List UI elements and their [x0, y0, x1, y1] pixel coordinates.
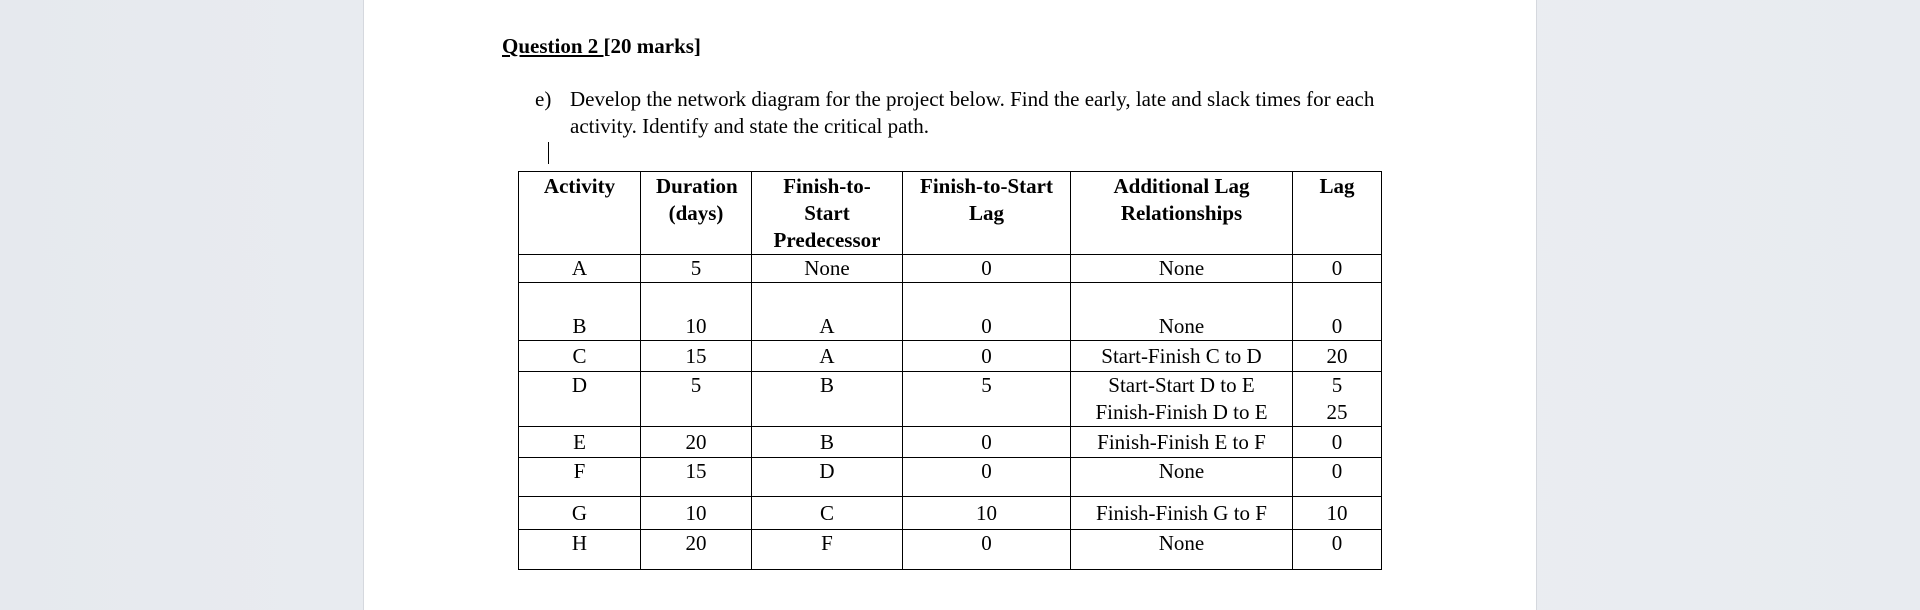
cell-duration: 20 [641, 530, 752, 570]
cell-predecessor: A [752, 341, 903, 372]
cell-predecessor: D [752, 458, 903, 497]
cell-lag: 0 [1293, 255, 1382, 283]
cell-fs-lag: 0 [903, 255, 1071, 283]
question-item-text: Develop the network diagram for the project below. Find the early, late and slack times for each activity. Identify and state the critical path. [570, 87, 1375, 138]
cell-activity: B [519, 283, 641, 341]
cell-duration: 10 [641, 497, 752, 530]
cell-lag: 0 [1293, 458, 1382, 497]
cell-lag-line: 25 [1326, 400, 1348, 424]
cell-additional: None [1071, 255, 1293, 283]
cell-activity: C [519, 341, 641, 372]
question-item-label: e) [535, 87, 552, 111]
document-page[interactable] [363, 0, 1537, 610]
cell-predecessor: F [752, 530, 903, 570]
cell-fs-lag: 0 [903, 530, 1071, 570]
table-row [519, 341, 1382, 372]
cell-lag: 0 [1293, 427, 1382, 458]
cell-fs-lag: 10 [903, 497, 1071, 530]
header-activity: Activity [519, 172, 641, 255]
cell-activity: H [519, 530, 641, 570]
activity-table [518, 171, 1382, 570]
cell-additional-line: Finish-Finish D to E [1095, 400, 1268, 424]
table-row [519, 255, 1382, 283]
question-heading [502, 34, 701, 59]
cell-duration: 5 [641, 372, 752, 427]
table-row [519, 497, 1382, 530]
question-number: Question 2 [502, 34, 604, 58]
cell-fs-lag: 5 [903, 372, 1071, 427]
cell-additional: None [1071, 530, 1293, 570]
cell-additional: Finish-Finish G to F [1071, 497, 1293, 530]
cell-fs-lag: 0 [903, 458, 1071, 497]
cell-activity: A [519, 255, 641, 283]
table-row [519, 458, 1382, 497]
cell-predecessor: C [752, 497, 903, 530]
cell-lag: 0 [1293, 283, 1382, 341]
cell-fs-lag: 0 [903, 283, 1071, 341]
cell-duration: 20 [641, 427, 752, 458]
cell-additional: None [1071, 283, 1293, 341]
header-additional-lag [1071, 172, 1293, 255]
text-cursor [548, 142, 549, 164]
table-row [519, 427, 1382, 458]
cell-additional: Finish-Finish E to F [1071, 427, 1293, 458]
cell-predecessor: B [752, 372, 903, 427]
cell-duration: 10 [641, 283, 752, 341]
header-duration [641, 172, 752, 255]
cell-duration: 15 [641, 341, 752, 372]
cell-additional-line: Start-Start D to E [1108, 373, 1255, 397]
header-additional-lag-text: Additional Lag Relationships [1113, 174, 1250, 225]
cell-lag [1293, 372, 1382, 427]
table-row [519, 372, 1382, 427]
cell-activity: G [519, 497, 641, 530]
cell-fs-lag: 0 [903, 341, 1071, 372]
cell-additional: None [1071, 458, 1293, 497]
table-header-row [519, 172, 1382, 255]
cell-additional [1071, 372, 1293, 427]
cell-activity: F [519, 458, 641, 497]
header-fs-predecessor [752, 172, 903, 255]
cell-lag: 20 [1293, 341, 1382, 372]
cell-predecessor: None [752, 255, 903, 283]
cell-duration: 5 [641, 255, 752, 283]
cell-lag: 10 [1293, 497, 1382, 530]
table-row [519, 283, 1382, 341]
cell-lag: 0 [1293, 530, 1382, 570]
table-row [519, 530, 1382, 570]
header-fs-lag: Finish-to-Start Lag [903, 172, 1071, 255]
header-fs-predecessor-text: Finish-to-Start Predecessor [773, 174, 881, 252]
header-duration-text: Duration (days) [656, 174, 738, 225]
header-lag: Lag [1293, 172, 1382, 255]
cell-duration: 15 [641, 458, 752, 497]
cell-lag-line: 5 [1331, 373, 1343, 397]
cell-predecessor: B [752, 427, 903, 458]
cell-additional: Start-Finish C to D [1071, 341, 1293, 372]
cell-predecessor: A [752, 283, 903, 341]
question-marks: [20 marks] [603, 34, 701, 58]
cell-activity: D [519, 372, 641, 427]
cell-activity: E [519, 427, 641, 458]
cell-fs-lag: 0 [903, 427, 1071, 458]
